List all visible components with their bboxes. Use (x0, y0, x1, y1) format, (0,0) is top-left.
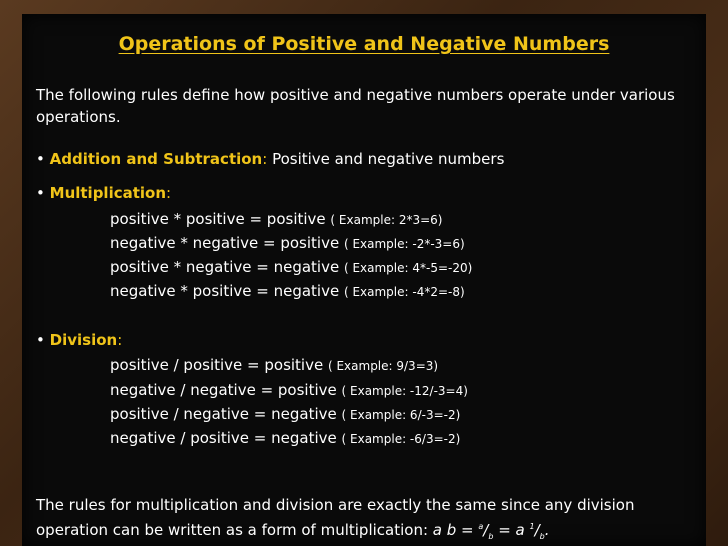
rule-example: ( Example: -6/3=-2) (341, 432, 461, 446)
rule-text: negative * positive = negative (110, 282, 344, 300)
rule-text: positive * negative = negative (110, 258, 344, 276)
footer-formula (433, 521, 550, 539)
formula-numerator: a (478, 522, 484, 531)
bullet-dot: • (36, 184, 45, 202)
multiplication-rule-1 (110, 210, 442, 228)
intro-paragraph: The following rules define how positive and negative numbers operate under various operations. (36, 86, 675, 126)
formula-equals: = a (493, 521, 530, 539)
slide-title: Operations of Positive and Negative Numbers (118, 33, 610, 55)
addition-colon: : (262, 150, 268, 168)
rule-text: positive * positive = positive (110, 210, 331, 228)
formula-lhs: a b = (432, 521, 479, 539)
multiplication-colon: : (166, 184, 172, 202)
rule-example: ( Example: -2*-3=6) (343, 237, 465, 251)
rule-text: negative / negative = positive (110, 381, 342, 399)
multiplication-rule-4 (110, 282, 465, 300)
formula-one: 1 (529, 522, 535, 531)
addition-text: Positive and negative numbers (267, 150, 505, 168)
division-rule-2 (110, 381, 468, 399)
division-label: Division (49, 331, 118, 349)
rule-text: negative * negative = positive (110, 234, 344, 252)
rule-text: positive / positive = positive (110, 356, 328, 374)
formula-slash: / (483, 521, 489, 539)
division-colon: : (117, 331, 123, 349)
division-rule-1 (110, 356, 438, 374)
rule-text: positive / negative = negative (110, 405, 342, 423)
chalkboard (22, 14, 706, 546)
rule-example: ( Example: -4*2=-8) (343, 285, 465, 299)
multiplication-rule-3 (110, 258, 472, 276)
rule-example: ( Example: 2*3=6) (330, 213, 443, 227)
rule-text: negative / positive = negative (110, 429, 342, 447)
bullet-division (36, 331, 122, 349)
formula-slash-2: / (534, 521, 540, 539)
formula-end: . (544, 521, 550, 539)
rule-example: ( Example: 9/3=3) (327, 359, 439, 373)
multiplication-label: Multiplication (49, 184, 167, 202)
bullet-dot: • (36, 331, 45, 349)
rule-example: ( Example: 4*-5=-20) (343, 261, 473, 275)
rule-example: ( Example: 6/-3=-2) (341, 408, 461, 422)
bullet-addition (36, 150, 504, 168)
multiplication-rule-2 (110, 234, 465, 252)
rule-example: ( Example: -12/-3=4) (341, 384, 468, 398)
division-rule-4 (110, 429, 460, 447)
division-rule-3 (110, 405, 460, 423)
formula-denominator: b (488, 532, 494, 541)
addition-label: Addition and Subtraction (49, 150, 263, 168)
bullet-multiplication (36, 184, 171, 202)
footer-text: The rules for multiplication and division are exactly the same since any division operation can be written as a form of multiplication: (36, 496, 635, 539)
bullet-dot: • (36, 150, 45, 168)
footer-paragraph (36, 494, 696, 546)
formula-denominator-2: b (539, 532, 545, 541)
